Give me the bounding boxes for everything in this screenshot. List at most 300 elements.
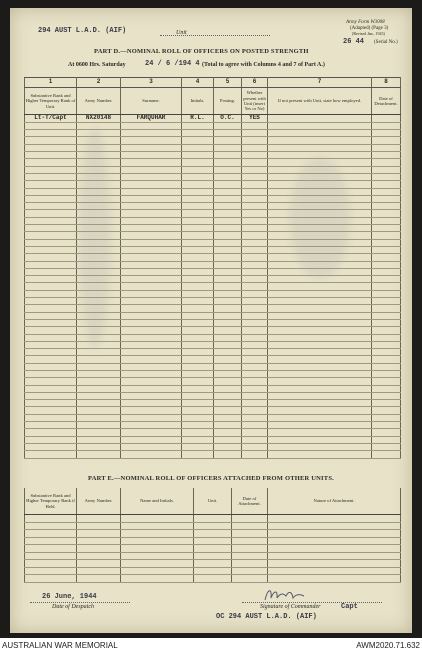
blank-table-cell xyxy=(182,210,214,217)
blank-table-cell xyxy=(268,203,372,210)
blank-table-cell xyxy=(77,356,121,363)
blank-table-cell xyxy=(268,305,372,312)
blank-table-cell xyxy=(194,552,232,560)
blank-table-cell xyxy=(214,363,242,370)
blank-table-cell xyxy=(268,414,372,421)
blank-table-cell xyxy=(121,283,182,290)
blank-table-cell xyxy=(121,159,182,166)
blank-table-cell xyxy=(121,443,182,450)
blank-table-cell xyxy=(121,515,194,523)
blank-table-cell xyxy=(121,378,182,385)
blank-table-cell xyxy=(25,349,77,356)
blank-table-cell xyxy=(182,349,214,356)
blank-table-row xyxy=(25,130,401,137)
blank-table-cell xyxy=(182,137,214,144)
blank-table-cell xyxy=(77,370,121,377)
table-cell: R.L. xyxy=(182,115,214,123)
blank-table-cell xyxy=(268,159,372,166)
blank-table-cell xyxy=(214,349,242,356)
column-header: Substantive Rank and Higher Temporary Rank if Held. xyxy=(25,488,77,515)
blank-table-cell xyxy=(182,195,214,202)
blank-table-cell xyxy=(214,225,242,232)
blank-table-cell xyxy=(372,422,401,429)
blank-table-cell xyxy=(214,298,242,305)
blank-table-cell xyxy=(214,370,242,377)
blank-table-cell xyxy=(268,400,372,407)
blank-table-cell xyxy=(25,327,77,334)
blank-table-cell xyxy=(372,246,401,253)
blank-table-cell xyxy=(242,203,268,210)
blank-table-cell xyxy=(182,334,214,341)
blank-table-cell xyxy=(182,225,214,232)
blank-table-row xyxy=(25,414,401,421)
blank-table-cell xyxy=(242,385,268,392)
blank-table-row xyxy=(25,232,401,239)
blank-table-cell xyxy=(121,254,182,261)
column-number: 6 xyxy=(242,78,268,88)
blank-table-cell xyxy=(268,181,372,188)
blank-table-cell xyxy=(77,181,121,188)
blank-table-cell xyxy=(182,203,214,210)
blank-table-cell xyxy=(214,319,242,326)
blank-table-cell xyxy=(121,261,182,268)
blank-table-cell xyxy=(242,130,268,137)
blank-table-cell xyxy=(77,363,121,370)
blank-table-cell xyxy=(77,159,121,166)
blank-table-cell xyxy=(77,166,121,173)
blank-table-cell xyxy=(121,130,182,137)
form-line-2: (Adapted) (Page 3) xyxy=(350,26,389,31)
column-number: 5 xyxy=(214,78,242,88)
blank-table-cell xyxy=(214,246,242,253)
blank-table-cell xyxy=(77,334,121,341)
blank-table-cell xyxy=(214,356,242,363)
blank-table-cell xyxy=(25,319,77,326)
blank-table-cell xyxy=(182,319,214,326)
blank-table-cell xyxy=(121,137,182,144)
blank-table-cell xyxy=(242,217,268,224)
blank-table-row xyxy=(25,261,401,268)
blank-table-row xyxy=(25,268,401,275)
blank-table-cell xyxy=(182,217,214,224)
signature-underline xyxy=(242,602,382,603)
blank-table-cell xyxy=(242,173,268,180)
blank-table-cell xyxy=(242,261,268,268)
blank-table-cell xyxy=(214,166,242,173)
blank-table-cell xyxy=(77,298,121,305)
blank-table-cell xyxy=(268,319,372,326)
blank-table-row xyxy=(25,254,401,261)
blank-table-cell xyxy=(372,370,401,377)
blank-table-cell xyxy=(121,298,182,305)
column-number: 8 xyxy=(372,78,401,88)
blank-table-cell xyxy=(121,522,194,530)
blank-table-cell xyxy=(242,392,268,399)
blank-table-cell xyxy=(77,327,121,334)
blank-table-cell xyxy=(121,305,182,312)
blank-table-row xyxy=(25,319,401,326)
blank-table-cell xyxy=(121,217,182,224)
blank-table-cell xyxy=(182,451,214,458)
blank-table-row xyxy=(25,443,401,450)
blank-table-row xyxy=(25,152,401,159)
blank-table-cell xyxy=(372,356,401,363)
column-header: Date of Attachment. xyxy=(232,488,268,515)
blank-table-cell xyxy=(121,122,182,129)
blank-table-cell xyxy=(121,239,182,246)
blank-table-cell xyxy=(121,166,182,173)
column-number: 3 xyxy=(121,78,182,88)
blank-table-cell xyxy=(372,173,401,180)
blank-table-cell xyxy=(182,290,214,297)
blank-table-cell xyxy=(77,232,121,239)
blank-table-cell xyxy=(182,378,214,385)
blank-table-cell xyxy=(232,522,268,530)
blank-table-cell xyxy=(77,122,121,129)
blank-table-cell xyxy=(182,370,214,377)
blank-table-cell xyxy=(242,378,268,385)
blank-table-cell xyxy=(182,246,214,253)
blank-table-cell xyxy=(268,152,372,159)
blank-table-row xyxy=(25,429,401,436)
blank-table-row xyxy=(25,159,401,166)
table-cell xyxy=(268,115,372,123)
blank-table-cell xyxy=(121,356,182,363)
blank-table-cell xyxy=(25,122,77,129)
blank-table-row xyxy=(25,400,401,407)
blank-table-cell xyxy=(182,188,214,195)
blank-table-cell xyxy=(121,246,182,253)
blank-table-cell xyxy=(268,356,372,363)
blank-table-cell xyxy=(121,575,194,583)
blank-table-cell xyxy=(77,268,121,275)
blank-table-row xyxy=(25,356,401,363)
blank-table-cell xyxy=(77,188,121,195)
blank-table-row xyxy=(25,122,401,129)
blank-table-row xyxy=(25,217,401,224)
blank-table-cell xyxy=(182,152,214,159)
blank-table-cell xyxy=(268,537,401,545)
blank-table-cell xyxy=(121,530,194,538)
table-cell: O.C. xyxy=(214,115,242,123)
table-cell: YES xyxy=(242,115,268,123)
blank-table-cell xyxy=(372,210,401,217)
blank-table-cell xyxy=(121,152,182,159)
despatch-underline xyxy=(30,602,130,603)
blank-table-cell xyxy=(25,195,77,202)
blank-table-cell xyxy=(77,261,121,268)
blank-table-cell xyxy=(242,451,268,458)
blank-table-cell xyxy=(121,225,182,232)
blank-table-cell xyxy=(25,239,77,246)
blank-table-cell xyxy=(182,254,214,261)
column-number: 4 xyxy=(182,78,214,88)
blank-table-cell xyxy=(242,414,268,421)
blank-table-cell xyxy=(182,261,214,268)
blank-table-cell xyxy=(268,385,372,392)
column-header: Army Number. xyxy=(77,88,121,115)
blank-table-cell xyxy=(372,276,401,283)
blank-table-cell xyxy=(372,144,401,151)
blank-table-cell xyxy=(25,188,77,195)
blank-table-row xyxy=(25,515,401,523)
part-d-date: 24 / 6 /194 4 xyxy=(145,60,200,68)
blank-table-cell xyxy=(242,159,268,166)
blank-table-cell xyxy=(214,144,242,151)
blank-table-cell xyxy=(77,283,121,290)
blank-table-cell xyxy=(372,305,401,312)
blank-table-cell xyxy=(214,451,242,458)
blank-table-cell xyxy=(214,276,242,283)
commander-unit: OC 294 AUST L.A.D. (AIF) xyxy=(216,613,317,621)
blank-table-cell xyxy=(77,173,121,180)
blank-table-cell xyxy=(372,152,401,159)
blank-table-cell xyxy=(372,429,401,436)
blank-table-row xyxy=(25,166,401,173)
blank-table-cell xyxy=(214,341,242,348)
blank-table-cell xyxy=(242,232,268,239)
blank-table-cell xyxy=(242,319,268,326)
blank-table-cell xyxy=(182,268,214,275)
column-header: Initials. xyxy=(182,88,214,115)
blank-table-cell xyxy=(214,188,242,195)
blank-table-cell xyxy=(372,130,401,137)
blank-table-cell xyxy=(242,188,268,195)
blank-table-cell xyxy=(77,312,121,319)
blank-table-cell xyxy=(121,173,182,180)
blank-table-cell xyxy=(77,152,121,159)
blank-table-cell xyxy=(182,407,214,414)
blank-table-cell xyxy=(242,122,268,129)
blank-table-cell xyxy=(268,290,372,297)
blank-table-cell xyxy=(121,370,182,377)
blank-table-cell xyxy=(214,195,242,202)
blank-table-cell xyxy=(372,195,401,202)
blank-table-row xyxy=(25,327,401,334)
column-header: Nature of Attachment. xyxy=(268,488,401,515)
blank-table-cell xyxy=(268,210,372,217)
blank-table-cell xyxy=(214,268,242,275)
blank-table-cell xyxy=(25,422,77,429)
blank-table-cell xyxy=(268,232,372,239)
blank-table-cell xyxy=(242,254,268,261)
blank-table-cell xyxy=(182,232,214,239)
blank-table-row xyxy=(25,137,401,144)
blank-table-row xyxy=(25,522,401,530)
blank-table-cell xyxy=(77,422,121,429)
blank-table-cell xyxy=(268,130,372,137)
archive-caption-bar xyxy=(0,638,422,653)
blank-table-cell xyxy=(182,400,214,407)
blank-table-cell xyxy=(182,144,214,151)
blank-table-cell xyxy=(214,173,242,180)
blank-table-cell xyxy=(268,327,372,334)
blank-table-cell xyxy=(268,349,372,356)
blank-table-cell xyxy=(268,283,372,290)
blank-table-cell xyxy=(268,363,372,370)
blank-table-cell xyxy=(121,144,182,151)
blank-table-cell xyxy=(182,122,214,129)
blank-table-cell xyxy=(25,217,77,224)
column-header: Name and Initials. xyxy=(121,488,194,515)
blank-rows xyxy=(25,515,401,583)
blank-table-cell xyxy=(25,152,77,159)
blank-table-cell xyxy=(242,181,268,188)
blank-table-cell xyxy=(268,341,372,348)
blank-table-cell xyxy=(25,130,77,137)
blank-table-row xyxy=(25,545,401,553)
blank-table-cell xyxy=(242,239,268,246)
blank-table-cell xyxy=(268,166,372,173)
blank-table-cell xyxy=(25,545,77,553)
blank-table-cell xyxy=(25,392,77,399)
blank-table-cell xyxy=(194,545,232,553)
blank-table-cell xyxy=(182,422,214,429)
blank-table-cell xyxy=(182,414,214,421)
blank-table-cell xyxy=(77,392,121,399)
blank-table-cell xyxy=(77,319,121,326)
blank-table-row xyxy=(25,341,401,348)
form-line-1: Army Form W3008 xyxy=(346,20,385,25)
column-header: If not present with Unit, state how employed. xyxy=(268,88,372,115)
blank-table-row xyxy=(25,436,401,443)
blank-table-cell xyxy=(121,392,182,399)
blank-table-cell xyxy=(268,268,372,275)
blank-table-cell xyxy=(77,217,121,224)
blank-table-cell xyxy=(372,239,401,246)
blank-table-cell xyxy=(372,349,401,356)
blank-table-cell xyxy=(25,341,77,348)
blank-table-cell xyxy=(121,537,194,545)
blank-table-cell xyxy=(242,298,268,305)
blank-table-cell xyxy=(242,341,268,348)
blank-table-cell xyxy=(77,567,121,575)
blank-table-cell xyxy=(268,422,372,429)
blank-table-cell xyxy=(25,305,77,312)
blank-table-cell xyxy=(182,173,214,180)
blank-table-cell xyxy=(242,363,268,370)
table-cell: FARQUHAR xyxy=(121,115,182,123)
blank-table-cell xyxy=(214,290,242,297)
blank-table-cell xyxy=(372,378,401,385)
blank-table-cell xyxy=(25,173,77,180)
blank-table-row xyxy=(25,422,401,429)
blank-table-cell xyxy=(194,522,232,530)
blank-table-cell xyxy=(25,203,77,210)
blank-table-cell xyxy=(25,246,77,253)
blank-table-cell xyxy=(77,203,121,210)
blank-table-cell xyxy=(268,429,372,436)
blank-table-cell xyxy=(372,327,401,334)
blank-table-cell xyxy=(121,429,182,436)
blank-table-cell xyxy=(77,515,121,523)
blank-table-cell xyxy=(242,356,268,363)
blank-table-cell xyxy=(77,378,121,385)
blank-table-cell xyxy=(25,560,77,568)
serial-number: 26 44 xyxy=(343,38,365,46)
blank-table-cell xyxy=(77,305,121,312)
blank-table-cell xyxy=(214,334,242,341)
blank-table-cell xyxy=(77,239,121,246)
blank-table-cell xyxy=(25,537,77,545)
blank-table-row xyxy=(25,378,401,385)
blank-table-cell xyxy=(25,429,77,436)
column-header: Posting. xyxy=(214,88,242,115)
blank-table-row xyxy=(25,290,401,297)
blank-table-cell xyxy=(121,385,182,392)
blank-table-cell xyxy=(194,560,232,568)
blank-table-cell xyxy=(25,298,77,305)
column-header: Unit. xyxy=(194,488,232,515)
blank-table-cell xyxy=(182,305,214,312)
blank-table-row xyxy=(25,305,401,312)
blank-table-cell xyxy=(121,203,182,210)
blank-table-cell xyxy=(214,312,242,319)
blank-table-cell xyxy=(182,327,214,334)
blank-table-cell xyxy=(121,422,182,429)
blank-table-row xyxy=(25,575,401,583)
blank-table-cell xyxy=(25,400,77,407)
column-header: Army Number. xyxy=(77,488,121,515)
blank-table-cell xyxy=(77,575,121,583)
blank-table-cell xyxy=(372,414,401,421)
blank-table-cell xyxy=(242,334,268,341)
blank-table-cell xyxy=(77,436,121,443)
blank-table-cell xyxy=(77,429,121,436)
blank-table-cell xyxy=(77,276,121,283)
blank-table-cell xyxy=(242,195,268,202)
blank-table-row xyxy=(25,407,401,414)
blank-table-cell xyxy=(372,298,401,305)
blank-table-cell xyxy=(77,210,121,217)
blank-table-row xyxy=(25,181,401,188)
blank-table-cell xyxy=(268,567,401,575)
blank-table-cell xyxy=(214,152,242,159)
blank-table-cell xyxy=(372,407,401,414)
blank-table-cell xyxy=(25,378,77,385)
blank-table-row xyxy=(25,298,401,305)
blank-table-cell xyxy=(268,195,372,202)
blank-table-row xyxy=(25,210,401,217)
column-number: 2 xyxy=(77,78,121,88)
blank-table-cell xyxy=(372,137,401,144)
part-e-title: PART E.—NOMINAL ROLL OF OFFICERS ATTACHED FROM OTHER UNITS. xyxy=(88,475,334,482)
blank-table-cell xyxy=(121,451,182,458)
serial-label: (Serial No.) xyxy=(374,40,398,45)
blank-table-cell xyxy=(268,515,401,523)
blank-table-cell xyxy=(372,290,401,297)
blank-table-cell xyxy=(268,137,372,144)
blank-table-cell xyxy=(242,443,268,450)
blank-table-cell xyxy=(242,422,268,429)
blank-table-cell xyxy=(77,195,121,202)
blank-table-cell xyxy=(194,537,232,545)
blank-table-cell xyxy=(268,552,401,560)
blank-table-cell xyxy=(268,188,372,195)
blank-table-cell xyxy=(77,414,121,421)
part-d-title: PART D.—NOMINAL ROLL OF OFFICERS ON POSTED STRENGTH xyxy=(94,48,309,55)
blank-table-cell xyxy=(121,327,182,334)
blank-table-cell xyxy=(268,217,372,224)
blank-table-cell xyxy=(121,181,182,188)
blank-table-cell xyxy=(268,451,372,458)
blank-table-cell xyxy=(372,436,401,443)
column-header: Date of Detachment. xyxy=(372,88,401,115)
blank-table-cell xyxy=(268,144,372,151)
blank-table-cell xyxy=(268,239,372,246)
blank-table-cell xyxy=(25,290,77,297)
blank-table-cell xyxy=(77,537,121,545)
